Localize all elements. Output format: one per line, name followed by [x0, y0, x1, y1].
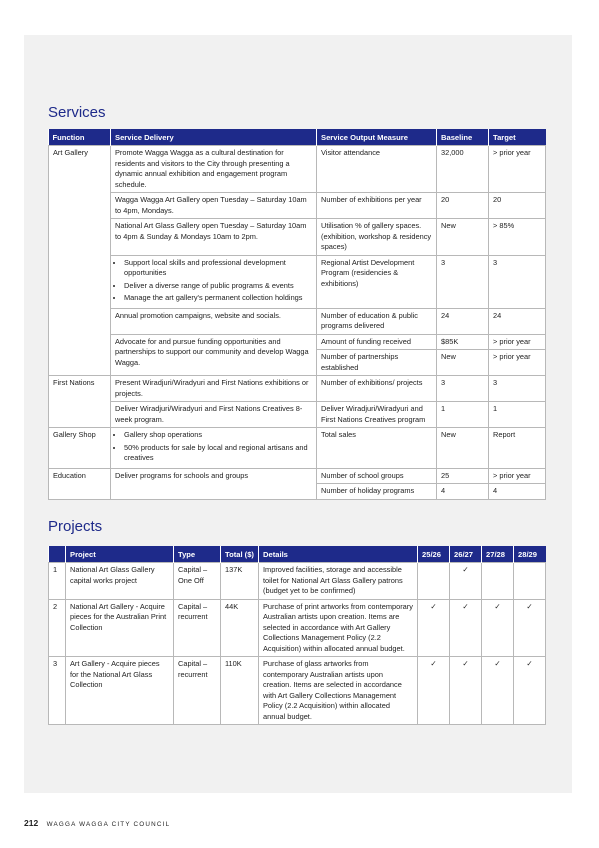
measure-cell: Deliver Wiradjuri/Wiradyuri and First Nations Creatives program — [317, 402, 437, 428]
target-cell: > prior year — [489, 334, 546, 350]
baseline-cell: 24 — [437, 308, 489, 334]
header-year-2829: 28/29 — [514, 546, 546, 563]
measure-cell: Number of education & public programs delivered — [317, 308, 437, 334]
function-cell: Education — [49, 468, 111, 499]
delivery-list — [115, 430, 312, 464]
project-number: 2 — [49, 599, 66, 657]
delivery-cell: Advocate for and pursue funding opportunities and partnerships to support our community and develop Wagga Wagga. — [111, 334, 317, 376]
check-cell: ✓ — [450, 657, 482, 725]
project-number: 3 — [49, 657, 66, 725]
check-cell: ✓ — [418, 657, 450, 725]
target-cell: 1 — [489, 402, 546, 428]
organisation-name: WAGGA WAGGA CITY COUNCIL — [46, 821, 171, 828]
target-cell: Report — [489, 428, 546, 469]
services-table — [48, 129, 546, 500]
page-footer — [24, 818, 170, 828]
project-name: National Art Glass Gallery capital works project — [66, 563, 174, 600]
check-cell — [514, 563, 546, 600]
header-year-2627: 26/27 — [450, 546, 482, 563]
project-name: National Art Gallery - Acquire pieces for the Australian Print Collection — [66, 599, 174, 657]
function-cell: Art Gallery — [49, 146, 111, 376]
header-service-delivery: Service Delivery — [111, 129, 317, 146]
header-year-2526: 25/26 — [418, 546, 450, 563]
delivery-cell: Present Wiradjuri/Wiradyuri and First Nations exhibitions or projects. — [111, 376, 317, 402]
measure-cell: Number of exhibitions per year — [317, 193, 437, 219]
list-item: • Gallery shop operations — [124, 430, 312, 441]
function-cell: Gallery Shop — [49, 428, 111, 469]
target-cell: 3 — [489, 376, 546, 402]
target-cell: 3 — [489, 255, 546, 308]
delivery-cell: National Art Glass Gallery open Tuesday – Saturday 10am to 4pm & Sunday & Mondays 10am to 2pm. — [111, 219, 317, 256]
header-target: Target — [489, 129, 546, 146]
header-function: Function — [49, 129, 111, 146]
table-row — [49, 563, 546, 600]
target-cell: 4 — [489, 484, 546, 500]
measure-cell: Amount of funding received — [317, 334, 437, 350]
measure-cell: Visitor attendance — [317, 146, 437, 193]
services-heading: Services — [48, 104, 106, 121]
list-item: • Deliver a diverse range of public programs & events — [124, 281, 312, 292]
check-cell: ✓ — [514, 599, 546, 657]
check-cell: ✓ — [450, 599, 482, 657]
measure-cell: Number of exhibitions/ projects — [317, 376, 437, 402]
table-row — [49, 468, 546, 484]
table-row — [49, 146, 546, 193]
target-cell: > prior year — [489, 468, 546, 484]
table-row — [49, 428, 546, 469]
baseline-cell: $85K — [437, 334, 489, 350]
baseline-cell: New — [437, 219, 489, 256]
header-total: Total ($) — [221, 546, 259, 563]
list-item: • Support local skills and professional development opportunities — [124, 258, 312, 279]
check-cell — [482, 563, 514, 600]
delivery-list — [115, 258, 312, 304]
delivery-cell — [111, 255, 317, 308]
table-row — [49, 402, 546, 428]
table-row — [49, 219, 546, 256]
target-cell: > 85% — [489, 219, 546, 256]
delivery-cell: Deliver Wiradjuri/Wiradyuri and First Nations Creatives 8-week program. — [111, 402, 317, 428]
baseline-cell: 32,000 — [437, 146, 489, 193]
project-total: 110K — [221, 657, 259, 725]
table-row — [49, 255, 546, 308]
list-item: • Manage the art gallery's permanent collection holdings — [124, 293, 312, 304]
header-details: Details — [259, 546, 418, 563]
measure-cell: Number of school groups — [317, 468, 437, 484]
baseline-cell: 3 — [437, 376, 489, 402]
projects-heading: Projects — [48, 518, 103, 535]
projects-table — [48, 546, 546, 725]
project-details: Improved facilities, storage and accessible toilet for National Art Glass Gallery patrons (budget yet to be confirmed) — [259, 563, 418, 600]
delivery-cell: Deliver programs for schools and groups — [111, 468, 317, 499]
project-name: Art Gallery - Acquire pieces for the National Art Glass Collection — [66, 657, 174, 725]
project-number: 1 — [49, 563, 66, 600]
measure-cell: Utilisation % of gallery spaces. (exhibition, workshop & residency spaces) — [317, 219, 437, 256]
project-total: 137K — [221, 563, 259, 600]
check-cell: ✓ — [418, 599, 450, 657]
baseline-cell: 1 — [437, 402, 489, 428]
check-cell — [418, 563, 450, 600]
check-cell: ✓ — [450, 563, 482, 600]
project-total: 44K — [221, 599, 259, 657]
baseline-cell: New — [437, 350, 489, 376]
target-cell: 24 — [489, 308, 546, 334]
page-number: 212 — [24, 818, 39, 828]
services-header-row — [49, 129, 546, 146]
check-cell: ✓ — [482, 657, 514, 725]
target-cell: > prior year — [489, 146, 546, 193]
measure-cell: Number of holiday programs — [317, 484, 437, 500]
delivery-cell: Wagga Wagga Art Gallery open Tuesday – Saturday 10am to 4pm, Mondays. — [111, 193, 317, 219]
projects-header-row — [49, 546, 546, 563]
delivery-cell: Promote Wagga Wagga as a cultural destination for residents and visitors to the City through presenting a dynamic annual exhibition and engagement program schedule. — [111, 146, 317, 193]
table-row — [49, 657, 546, 725]
project-type: Capital – One Off — [174, 563, 221, 600]
check-cell: ✓ — [514, 657, 546, 725]
measure-cell: Total sales — [317, 428, 437, 469]
header-baseline: Baseline — [437, 129, 489, 146]
delivery-cell — [111, 428, 317, 469]
baseline-cell: 3 — [437, 255, 489, 308]
header-type: Type — [174, 546, 221, 563]
target-cell: > prior year — [489, 350, 546, 376]
project-details: Purchase of glass artworks from contemporary Australian artists upon creation. Items are selected in accordance with Art Gallery Collections Management Policy (2.2 Acquisition) within allocated annual budget. — [259, 657, 418, 725]
header-project: Project — [66, 546, 174, 563]
baseline-cell: 20 — [437, 193, 489, 219]
header-output-measure: Service Output Measure — [317, 129, 437, 146]
baseline-cell: 25 — [437, 468, 489, 484]
check-cell: ✓ — [482, 599, 514, 657]
project-type: Capital – recurrent — [174, 599, 221, 657]
measure-cell: Regional Artist Development Program (residencies & exhibitions) — [317, 255, 437, 308]
project-details: Purchase of print artworks from contemporary Australian artists upon creation. Items are selected in accordance with Art Gallery Collections Management Policy (2.2 Acquisition) within allocated annual budget. — [259, 599, 418, 657]
header-year-2728: 27/28 — [482, 546, 514, 563]
function-cell: First Nations — [49, 376, 111, 428]
project-type: Capital – recurrent — [174, 657, 221, 725]
table-row — [49, 193, 546, 219]
header-number — [49, 546, 66, 563]
table-row — [49, 599, 546, 657]
baseline-cell: New — [437, 428, 489, 469]
baseline-cell: 4 — [437, 484, 489, 500]
table-row — [49, 334, 546, 350]
table-row — [49, 376, 546, 402]
table-row — [49, 308, 546, 334]
measure-cell: Number of partnerships established — [317, 350, 437, 376]
list-item: • 50% products for sale by local and regional artisans and creatives — [124, 443, 312, 464]
delivery-cell: Annual promotion campaigns, website and socials. — [111, 308, 317, 334]
target-cell: 20 — [489, 193, 546, 219]
